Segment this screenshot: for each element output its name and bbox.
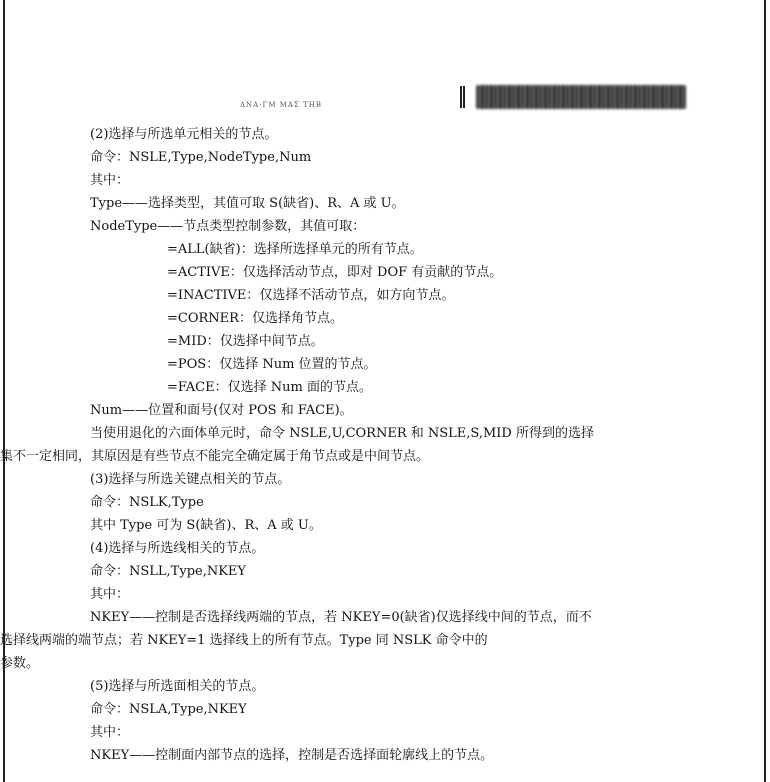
text-line: 命令：NSLA,Type,NKEY: [90, 702, 247, 717]
text-line: 命令：NSLE,Type,NodeType,Num: [90, 150, 312, 165]
text-line: 选择线两端的端节点；若 NKEY=1 选择线上的所有节点。Type 同 NSLK 命令中的: [0, 633, 488, 648]
header-mark: [460, 86, 466, 108]
text-line: 集不一定相同，其原因是有些节点不能完全确定属于角节点或是中间节点。: [0, 449, 430, 464]
body-text: [0, 123, 720, 767]
header-redacted-bar: [460, 84, 686, 109]
running-header: ΔΝΑ·ΓΜ ΜΑΣ ΤΗΒ: [240, 101, 323, 109]
text-line: =FACE：仅选择 Num 面的节点。: [167, 380, 372, 395]
page-edge-right: [764, 0, 766, 782]
text-line: 其中：: [90, 173, 130, 188]
text-line: (4)选择与所选线相关的节点。: [90, 541, 265, 556]
text-line: =POS：仅选择 Num 位置的节点。: [167, 357, 377, 372]
text-line: =ACTIVE：仅选择活动节点，即对 DOF 有贡献的节点。: [167, 265, 503, 280]
text-line: 参数。: [0, 656, 40, 671]
text-line: 其中 Type 可为 S(缺省)、R、A 或 U。: [90, 518, 322, 533]
text-line: NKEY——控制面内部节点的选择，控制是否选择面轮廓线上的节点。: [90, 748, 494, 763]
text-line: 其中：: [90, 587, 130, 602]
text-line: =INACTIVE：仅选择不活动节点，如方向节点。: [167, 288, 455, 303]
text-line: =MID：仅选择中间节点。: [167, 334, 324, 349]
text-line: (3)选择与所选关键点相关的节点。: [90, 472, 291, 487]
text-line: =ALL(缺省)：选择所选择单元的所有节点。: [167, 242, 423, 257]
text-line: Type——选择类型，其值可取 S(缺省)、R、A 或 U。: [90, 196, 405, 211]
text-line: 命令：NSLL,Type,NKEY: [90, 564, 247, 579]
text-line: NKEY——控制是否选择线两端的节点，若 NKEY=0(缺省)仅选择线中间的节点，而不: [90, 610, 592, 625]
text-line: NodeType——节点类型控制参数，其值可取：: [90, 219, 366, 234]
text-line: 命令：NSLK,Type: [90, 495, 204, 510]
text-line: 其中：: [90, 725, 130, 740]
text-line: (2)选择与所选单元相关的节点。: [90, 127, 278, 142]
text-line: 当使用退化的六面体单元时，命令 NSLE,U,CORNER 和 NSLE,S,MID 所得到的选择: [90, 426, 594, 441]
text-line: Num——位置和面号(仅对 POS 和 FACE)。: [90, 403, 353, 418]
header-blurred-text: [476, 85, 686, 109]
text-line: =CORNER：仅选择角节点。: [167, 311, 343, 326]
text-line: (5)选择与所选面相关的节点。: [90, 679, 265, 694]
